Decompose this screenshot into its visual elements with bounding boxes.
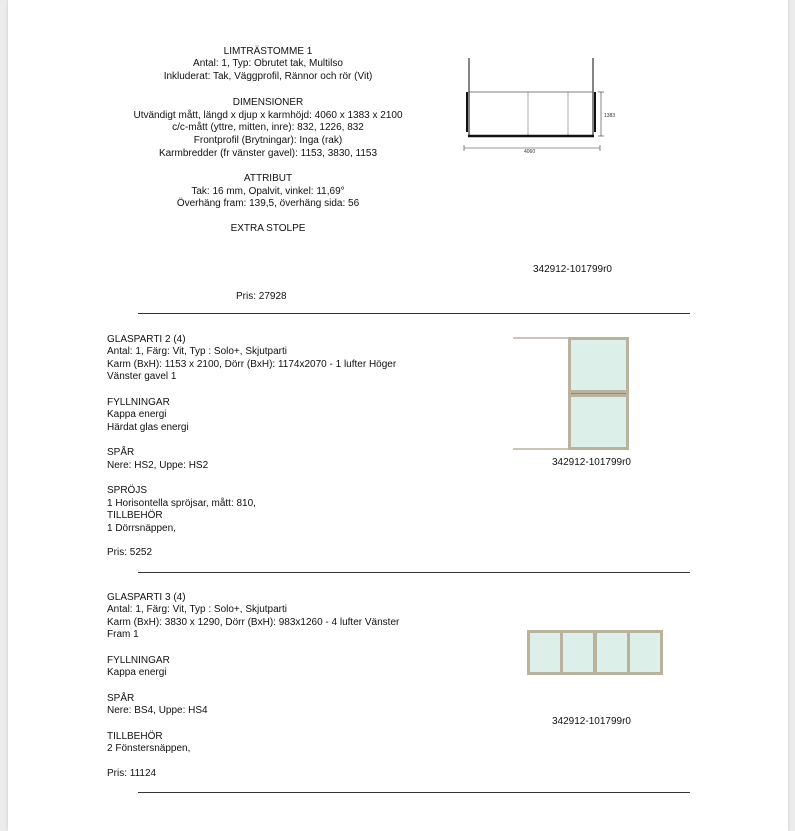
section2-code: 342912-101799r0 — [552, 457, 631, 468]
divider-3 — [138, 792, 690, 793]
section1-code: 342912-101799r0 — [533, 264, 612, 275]
section2-spar-heading: SPÅR — [107, 447, 135, 458]
section1-title: LIMTRÄSTOMME 1 — [223, 46, 313, 57]
section1-drawing-width-label: 4060 — [524, 149, 536, 155]
section1-structure-drawing — [458, 56, 618, 156]
section1-line2: Inkluderat: Tak, Väggprofil, Rännor och rör (Vit) — [163, 71, 373, 82]
section3-spar-heading: SPÅR — [107, 693, 135, 704]
section2-sprojs1: 1 Horisontella spröjsar, mått: 810, — [107, 498, 256, 509]
section1-dim1: Utvändigt mått, längd x djup x karmhöjd: 4060 x 1383 x 2100 — [133, 110, 403, 121]
section2-line2: Karm (BxH): 1153 x 2100, Dörr (BxH): 1174x2070 - 1 lufter Höger — [107, 359, 397, 370]
section2-line1: Antal: 1, Färg: Vit, Typ : Solo+, Skjutparti — [107, 346, 287, 357]
section3-title: GLASPARTI 3 (4) — [107, 592, 186, 603]
section2-spar1: Nere: HS2, Uppe: HS2 — [107, 460, 209, 471]
section1-drawing-height-label: 1383 — [604, 113, 616, 119]
section3-line3: Fram 1 — [107, 629, 139, 640]
section1-attr1: Tak: 16 mm, Opalvit, vinkel: 11,69° — [191, 186, 345, 197]
section3-glass-drawing — [526, 629, 666, 679]
section2-line3: Vänster gavel 1 — [107, 371, 177, 382]
section2-fill1: Kappa energi — [107, 409, 167, 420]
section1-dim3: Frontprofil (Brytningar): Inga (rak) — [193, 135, 343, 146]
section3-code: 342912-101799r0 — [552, 716, 631, 727]
section2-tillbehor-heading: TILLBEHÖR — [107, 510, 163, 521]
section3-tillbehor1: 2 Fönstersnäppen, — [107, 743, 191, 754]
section2-fill-heading: FYLLNINGAR — [107, 397, 170, 408]
section2-fill2: Härdat glas energi — [107, 422, 189, 433]
section2-price: Pris: 5252 — [107, 547, 153, 558]
section1-price: Pris: 27928 — [236, 291, 287, 302]
section3-line2: Karm (BxH): 3830 x 1290, Dörr (BxH): 983x1260 - 4 lufter Vänster — [107, 617, 400, 628]
section3-fill1: Kappa energi — [107, 667, 167, 678]
section1-attr2: Överhäng fram: 139,5, överhäng sida: 56 — [176, 198, 360, 209]
section3-spar1: Nere: BS4, Uppe: HS4 — [107, 705, 208, 716]
section1-attr-heading: ATTRIBUT — [243, 173, 293, 184]
section1-dim4: Karmbredder (fr vänster gavel): 1153, 3830, 1153 — [158, 148, 378, 159]
section2-sprojs-heading: SPRÖJS — [107, 485, 148, 496]
section3-fill-heading: FYLLNINGAR — [107, 655, 170, 666]
section1-dim-heading: DIMENSIONER — [232, 97, 304, 108]
section1-dim2: c/c-mått (yttre, mitten, inre): 832, 1226, 832 — [172, 122, 364, 133]
divider-2 — [138, 572, 690, 573]
document-page — [8, 0, 788, 831]
divider-1 — [138, 313, 690, 314]
section1-extra: EXTRA STOLPE — [230, 223, 306, 234]
section3-line1: Antal: 1, Färg: Vit, Typ : Solo+, Skjutparti — [107, 604, 287, 615]
section2-tillbehor1: 1 Dörrsnäppen, — [107, 523, 176, 534]
section3-price: Pris: 11124 — [107, 768, 157, 779]
section1-line1: Antal: 1, Typ: Obrutet tak, Multilso — [193, 58, 343, 69]
section2-glass-drawing — [513, 336, 633, 456]
section3-tillbehor-heading: TILLBEHÖR — [107, 731, 163, 742]
section2-title: GLASPARTI 2 (4) — [107, 334, 186, 345]
